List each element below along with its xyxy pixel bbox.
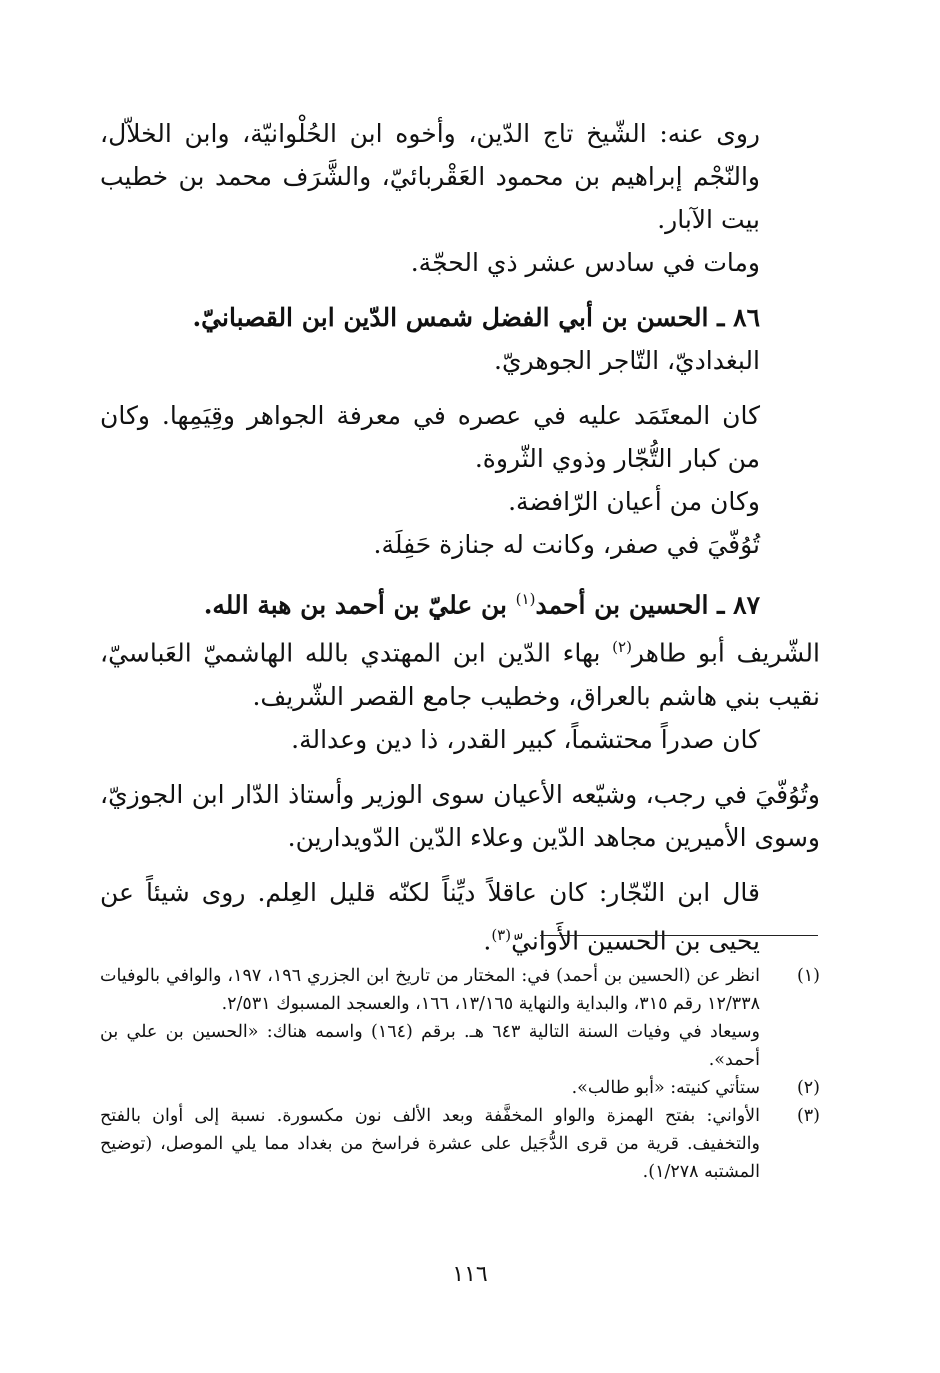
ibn-najjar-part-b: . — [483, 925, 492, 955]
main-text — [100, 112, 820, 962]
paragraph-death-date: ومات في سادس عشر ذي الحجّة. — [410, 248, 760, 277]
footnote-3 — [100, 1102, 820, 1186]
footnote-text — [100, 962, 760, 1074]
paragraph-character: كان صدراً محتشماً، كبير القدر، ذا دين وعدالة. — [291, 724, 760, 754]
footnote-number: (٢) — [796, 1078, 820, 1098]
paragraph-narrators: روى عنه: الشّيخ تاج الدّين، وأخوه ابن الحُلْوانيّة، وابن الخلاّل، والنّجْم إبراهيم بن محمود العَقْربائيّ، والشَّرَف محمد بن خطيب بيت الآبار. — [100, 119, 760, 234]
entry-heading-86: ٨٦ ـ الحسن بن أبي الفضل شمس الدّين ابن القصبانيّ. — [192, 303, 760, 332]
footnote-ref-3: (٣) — [491, 925, 512, 944]
footnote-ref-1: (١) — [515, 590, 536, 608]
footnote-2 — [100, 1074, 820, 1102]
paragraph-nisba: البغداديّ، التّاجر الجوهريّ. — [494, 346, 760, 375]
footnote-number: (١) — [796, 966, 820, 986]
ibn-najjar-part-a: قال ابن النّجّار: كان عاقلاً ديِّناً لكنّه قليل العِلم. روى شيئاً عن يحيى بن الحسين الأَوانيّ — [100, 877, 760, 955]
paragraph-jeweler: كان المعتَمَد عليه في عصره في معرفة الجواهر وقِيَمِها. وكان من كبار التُّجّار وذوي الثّروة. — [100, 401, 760, 473]
footnote-ref-2: (٢) — [612, 638, 632, 657]
paragraph-sharif — [100, 626, 820, 717]
footnote-text: ستأتي كنيته: «أبو طالب». — [571, 1078, 760, 1098]
paragraph-funeral: تُوُفّيَ في صفر، وكانت له جنازة حَفِلَة. — [373, 530, 760, 559]
page-number: ١١٦ — [452, 1262, 488, 1287]
paragraph-death-rajab: وتُوُفّيَ في رجب، وشيّعه الأعيان سوى الوزير وأستاذ الدّار ابن الجوزيّ، وسوى الأميرين مجاهد الدّين وعلاء الدّين الدّويدارين. — [100, 779, 820, 852]
footnote-separator — [540, 935, 818, 936]
sharif-part-a: الشّريف أبو طاهر — [631, 638, 820, 668]
entry-heading-87 — [100, 578, 820, 626]
paragraph-ibn-najjar — [100, 871, 820, 962]
heading-87-part-a: ٨٧ ـ الحسين بن أحمد — [535, 590, 760, 620]
sharif-part-b: بهاء الدّين ابن المهتدي بالله الهاشميّ العَباسيّ، نقيب بني هاشم بالعراق، وخطيب جامع القصر الشّريف. — [100, 638, 820, 711]
footnote-1-continuation: وسيعاد في وفيات السنة التالية ٦٤٣ هـ. برقم (١٦٤) واسمه هناك: «الحسين بن علي بن أحمد». — [100, 1022, 760, 1070]
paragraph-rafida: وكان من أعيان الرّافضة. — [508, 487, 760, 516]
footnote-1 — [100, 962, 820, 1074]
footnotes — [100, 962, 820, 1186]
footnote-1-main: انظر عن (الحسين بن أحمد) في: المختار من تاريخ ابن الجزري ١٩٦، ١٩٧، والوافي بالوفيات ١٢/٣٣٨ رقم ٣١٥، والبداية والنهاية ١٣/١٦٥، ١٦٦، والعسجد المسبوك ٢/٥٣١. — [100, 966, 760, 1014]
footnote-number: (٣) — [796, 1106, 820, 1126]
footnote-text: الأواني: بفتح الهمزة والواو المخفَّفة وبعد الألف نون مكسورة. نسبة إلى أوان بالفتح والتخفيف. قرية من قرى الدُّجَيل على عشرة فراسخ من بغداد مما يلي الموصل، (توضيح المشتبه ١/٢٧٨). — [100, 1106, 760, 1182]
heading-87-part-b: بن عليّ بن أحمد بن هبة الله. — [203, 590, 516, 620]
